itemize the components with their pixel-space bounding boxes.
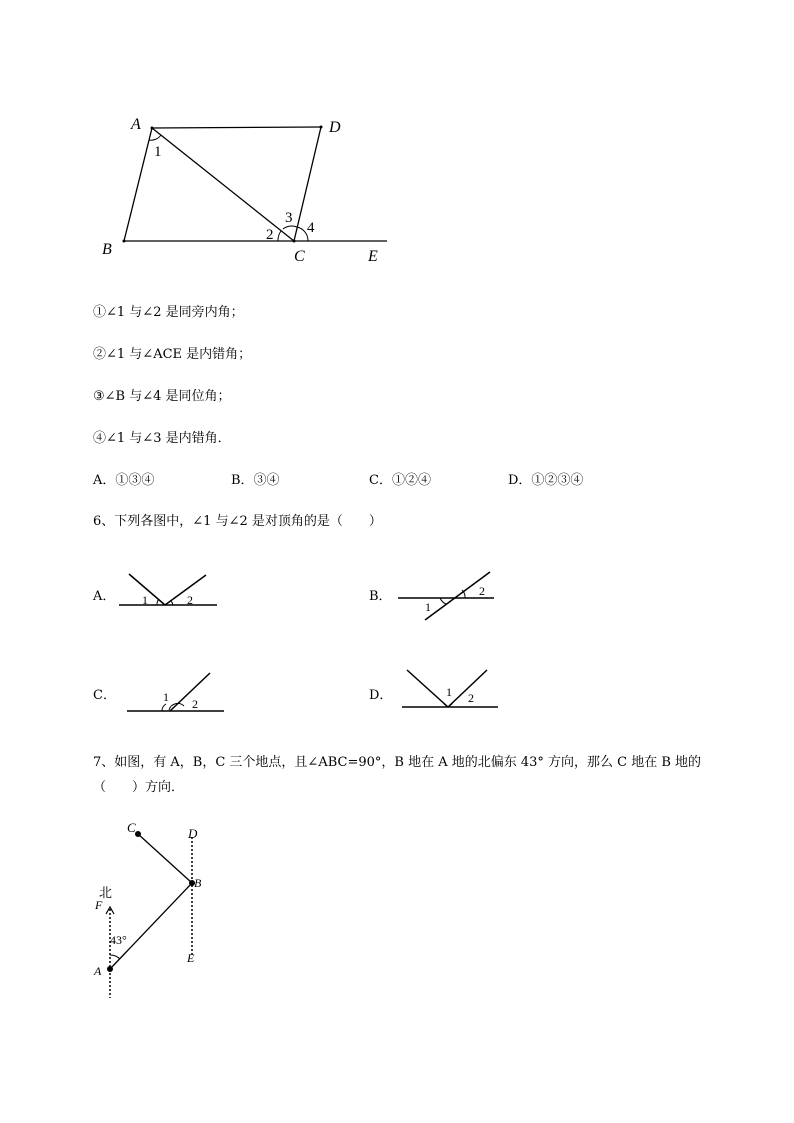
q5-statement-1: ①∠1 与∠2 是同旁内角；: [93, 305, 244, 320]
q5-label-B: B: [102, 241, 112, 258]
q6-option-a[interactable]: A．: [93, 589, 116, 604]
q6-c-angle-2: 2: [192, 697, 198, 711]
q6-option-b[interactable]: B．: [369, 589, 392, 604]
q5-option-b[interactable]: B．③④: [231, 473, 280, 488]
q7-stem-line-2: （ ）方向．: [93, 780, 185, 795]
q5-label-D: D: [329, 119, 341, 136]
q7-label-north: 北: [99, 885, 113, 900]
q7-label-C: C: [127, 820, 136, 835]
q5-option-d[interactable]: D．①②③④: [508, 473, 584, 488]
q7-label-F: F: [95, 898, 103, 912]
q6-stem: 6、下列各图中，∠1 与∠2 是对顶角的是（ ）: [93, 514, 382, 529]
q6-option-d[interactable]: D．: [369, 688, 393, 703]
q5-angle-2: 2: [266, 227, 274, 243]
q6-b-angle-2: 2: [479, 584, 485, 598]
q6-a-angle-1: 1: [142, 593, 148, 607]
q7-label-E: E: [187, 951, 195, 965]
q7-direction-figure: [85, 815, 225, 1000]
q5-option-a[interactable]: A．①③④: [93, 473, 155, 488]
q6-a-angle-2: 2: [187, 593, 193, 607]
q7-label-A: A: [94, 964, 102, 978]
q6-figure-c: [125, 670, 227, 715]
q6-figure-b: [395, 568, 497, 623]
q5-statement-3: ③∠B 与∠4 是同位角；: [93, 389, 231, 404]
q5-angle-1: 1: [154, 144, 162, 160]
q7-stem-line-1: 7、如图，有 A，B，C 三个地点，且∠ABC=90°，B 地在 A 地的北偏东 43° 方向，那么 C 地在 B 地的: [93, 755, 702, 770]
q5-angle-3: 3: [285, 210, 293, 226]
q7-label-B: B: [194, 876, 202, 890]
q6-c-angle-1: 1: [163, 690, 169, 704]
q6-d-angle-1: 1: [446, 685, 452, 699]
q5-label-C: C: [294, 248, 305, 265]
q6-figure-a: [118, 570, 220, 610]
q5-statement-2: ②∠1 与∠ACE 是内错角；: [93, 347, 252, 362]
q5-label-E: E: [368, 248, 378, 265]
q5-statement-4: ④∠1 与∠3 是内错角．: [93, 431, 231, 446]
q5-label-A: A: [131, 116, 141, 133]
q6-d-angle-2: 2: [468, 691, 474, 705]
q5-parallelogram-figure: [95, 110, 395, 270]
q5-option-c[interactable]: C．①②④: [369, 473, 431, 488]
q7-angle-43: 43°: [110, 933, 127, 947]
q7-label-D: D: [188, 826, 198, 841]
q6-option-c[interactable]: C．: [93, 688, 116, 703]
q6-b-angle-1: 1: [425, 600, 431, 614]
q5-angle-4: 4: [307, 220, 315, 236]
q6-figure-d: [400, 665, 502, 710]
